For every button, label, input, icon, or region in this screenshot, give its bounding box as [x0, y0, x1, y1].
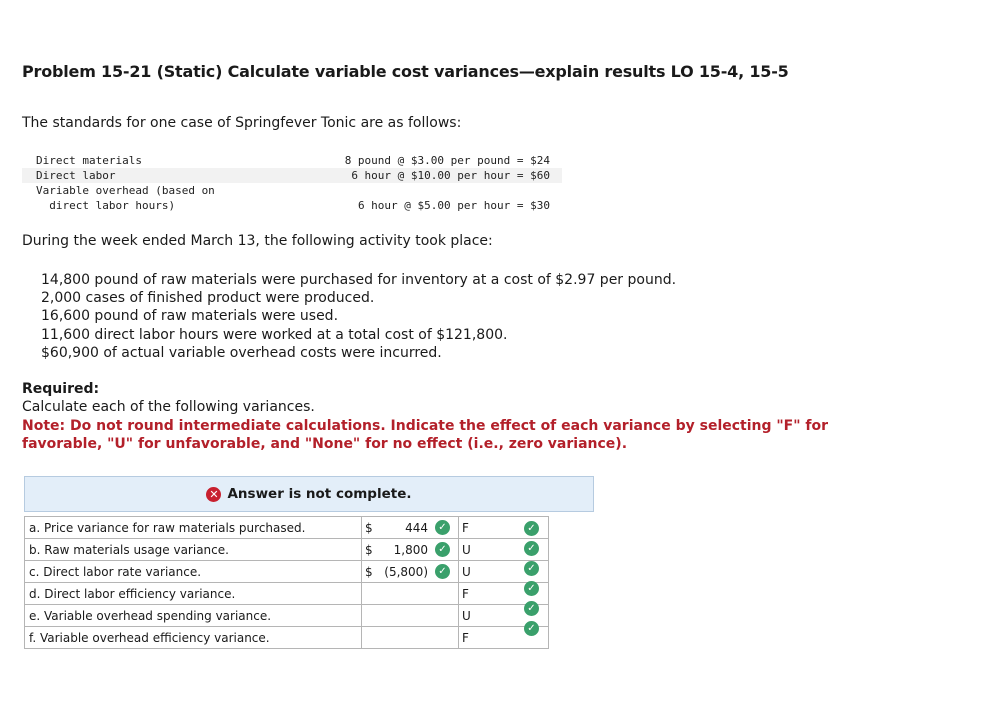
table-row	[25, 517, 549, 539]
table-row	[25, 561, 549, 583]
amount-value: 444	[405, 521, 428, 535]
dollar-sign: $	[365, 543, 373, 557]
variance-label: c. Direct labor rate variance.	[25, 561, 362, 583]
effect-select[interactable]: U	[459, 561, 549, 583]
activity-item: $60,900 of actual variable overhead costs were incurred.	[41, 344, 442, 361]
amount-input[interactable]	[362, 561, 459, 583]
problem-title: Problem 15-21 (Static) Calculate variable cost variances—explain results LO 15-4, 15-5	[22, 62, 789, 81]
standards-row	[22, 153, 562, 168]
check-icon: ✓	[524, 581, 539, 596]
check-icon: ✓	[524, 521, 539, 536]
standards-row	[22, 168, 562, 183]
amount-input[interactable]	[362, 627, 459, 649]
intro-text: The standards for one case of Springfever Tonic are as follows:	[22, 115, 462, 131]
check-icon: ✓	[435, 564, 450, 579]
effect-select[interactable]: U	[459, 539, 549, 561]
amount-input[interactable]	[362, 605, 459, 627]
amount-input[interactable]	[362, 517, 459, 539]
dollar-sign: $	[365, 565, 373, 579]
answer-status-text: Answer is not complete.	[227, 486, 412, 502]
amount-value: 1,800	[393, 543, 428, 557]
instruction-note: Note: Do not round intermediate calculations. Indicate the effect of each variance by selecting "F" for favorable, "U" for unfavorable, and "None" for no effect (i.e., zero variance).	[22, 418, 829, 452]
activity-list	[41, 271, 676, 362]
table-row	[25, 539, 549, 561]
row-check-column	[524, 516, 539, 639]
standards-item: Variable overhead (based on	[36, 184, 215, 197]
check-icon: ✓	[524, 621, 539, 636]
check-icon: ✓	[435, 542, 450, 557]
effect-select[interactable]: U	[459, 605, 549, 627]
x-circle-icon: ✕	[206, 487, 221, 502]
standards-item: Direct materials	[36, 154, 142, 167]
standards-calc: 6 hour @ $10.00 per hour = $60	[351, 169, 550, 182]
variance-label: d. Direct labor efficiency variance.	[25, 583, 362, 605]
activity-item: 14,800 pound of raw materials were purchased for inventory at a cost of $2.97 per pound.	[41, 272, 677, 288]
table-row	[25, 583, 549, 605]
standards-calc: 8 pound @ $3.00 per pound = $24	[344, 154, 550, 167]
amount-value: (5,800)	[384, 565, 428, 579]
required-text: Calculate each of the following variances.	[22, 399, 315, 415]
standards-calc: 6 hour @ $5.00 per hour = $30	[357, 199, 550, 212]
table-row	[25, 605, 549, 627]
effect-select[interactable]: F	[459, 517, 549, 539]
standards-row	[22, 198, 562, 213]
answer-table	[24, 516, 549, 649]
standards-row	[22, 183, 562, 198]
variance-label: e. Variable overhead spending variance.	[25, 605, 362, 627]
dollar-sign: $	[365, 521, 373, 535]
variance-label: a. Price variance for raw materials purchased.	[25, 517, 362, 539]
check-icon: ✓	[435, 520, 450, 535]
variance-label: f. Variable overhead efficiency variance.	[25, 627, 362, 649]
effect-select[interactable]: F	[459, 627, 549, 649]
activity-item: 2,000 cases of finished product were produced.	[41, 290, 375, 307]
amount-input[interactable]	[362, 539, 459, 561]
standards-table	[22, 153, 562, 213]
required-heading: Required:	[22, 381, 100, 397]
week-intro-text: During the week ended March 13, the following activity took place:	[22, 233, 493, 249]
activity-item: 16,600 pound of raw materials were used.	[41, 308, 339, 325]
check-icon: ✓	[524, 561, 539, 576]
check-icon: ✓	[524, 541, 539, 556]
check-icon: ✓	[524, 601, 539, 616]
activity-item: 11,600 direct labor hours were worked at a total cost of $121,800.	[41, 326, 508, 343]
table-row	[25, 627, 549, 649]
variance-label: b. Raw materials usage variance.	[25, 539, 362, 561]
effect-select[interactable]: F	[459, 583, 549, 605]
answer-status-banner	[24, 476, 594, 512]
standards-item: Direct labor	[36, 169, 116, 182]
amount-input[interactable]	[362, 583, 459, 605]
standards-item: direct labor hours)	[36, 199, 176, 212]
